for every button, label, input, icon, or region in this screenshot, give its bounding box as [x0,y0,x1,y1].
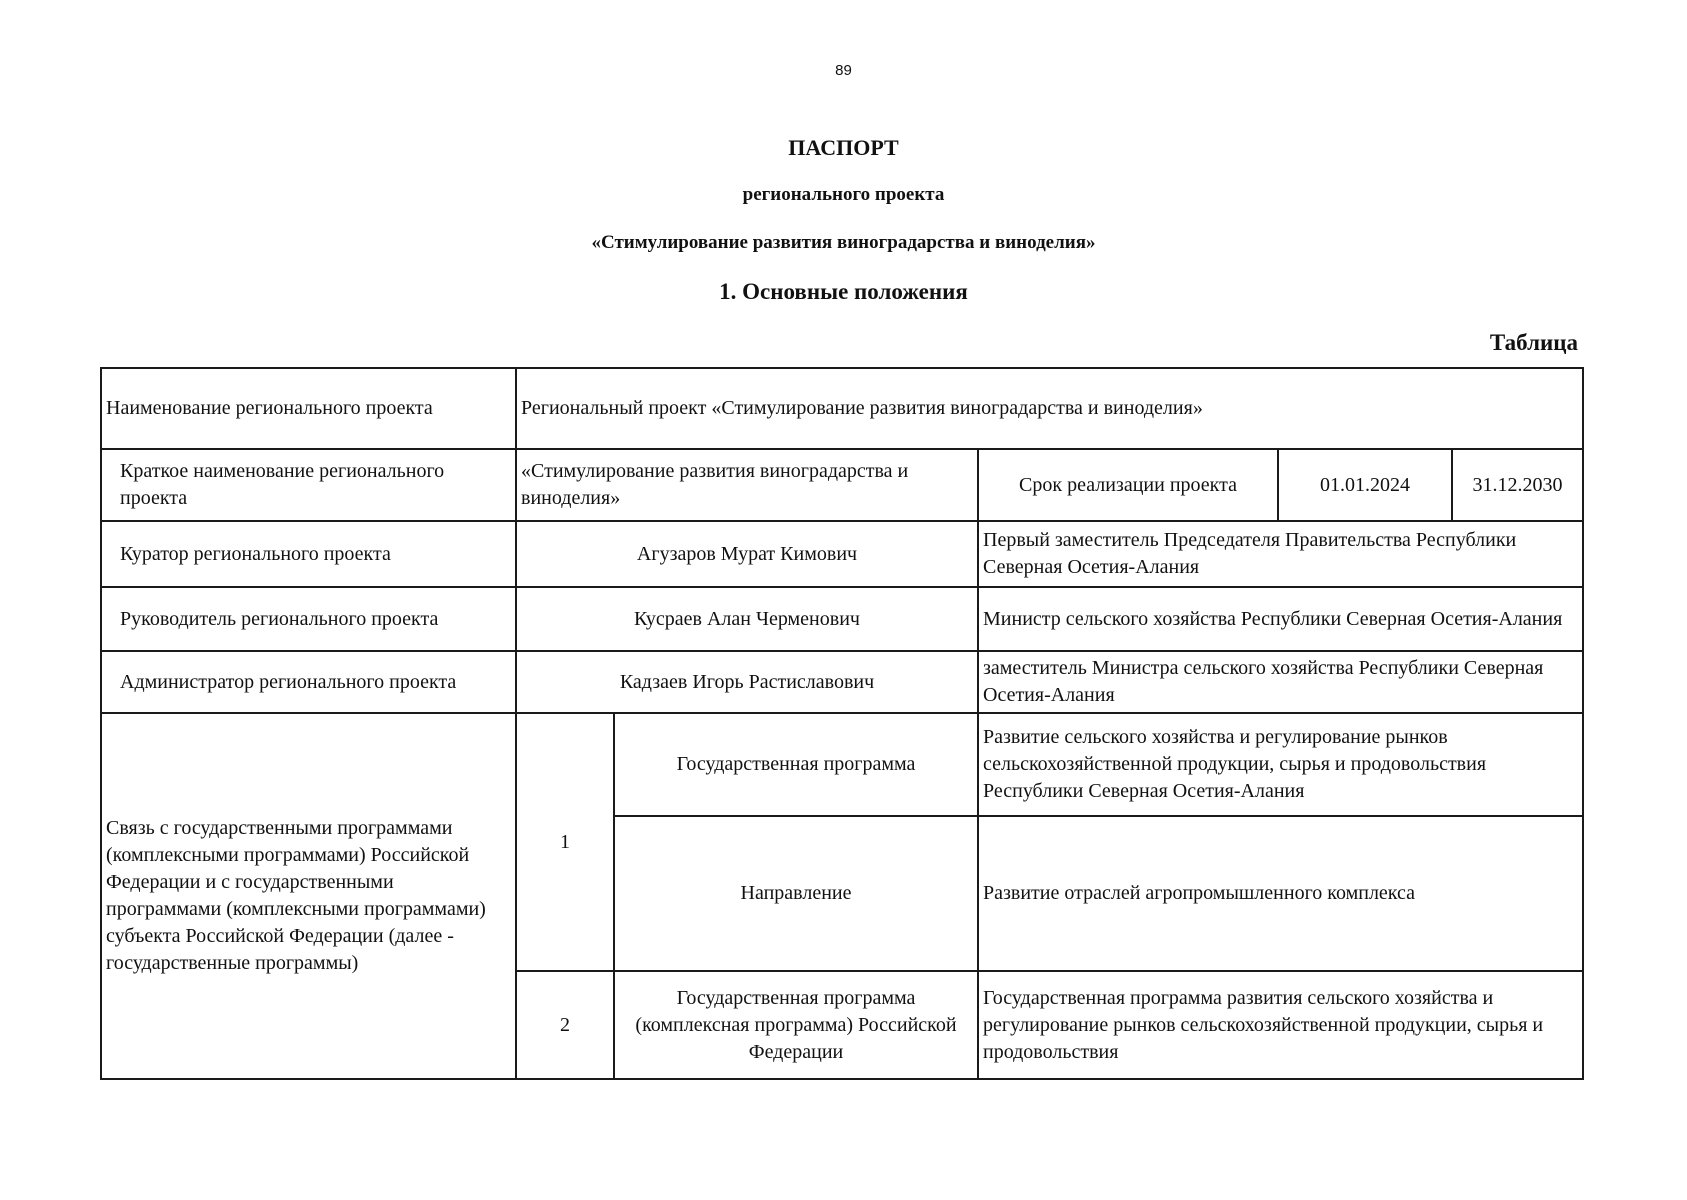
passport-table [100,367,1584,1080]
program-value: Развитие сельского хозяйства и регулирование рынков сельскохозяйственной продукции, сырья и продовольствия Республики Северная Осетия-Алания [978,713,1583,816]
table-row [101,713,1583,816]
table-row [101,651,1583,713]
term-end: 31.12.2030 [1452,449,1583,521]
curator-name: Агузаров Мурат Кимович [516,521,978,587]
term-label: Срок реализации проекта [978,449,1278,521]
table-row [101,587,1583,651]
program-value: Государственная программа развития сельского хозяйства и регулирование рынков сельскохозяйственной продукции, сырья и продовольствия [978,971,1583,1079]
program-label: Государственная программа [614,713,978,816]
document-title: ПАСПОРТ [788,135,899,160]
program-number: 1 [516,713,614,971]
document-subtitle: регионального проекта [742,184,945,205]
admin-position: заместитель Министра сельского хозяйства Республики Северная Осетия-Алания [978,651,1583,713]
direction-value: Развитие отраслей агропромышленного комплекса [978,816,1583,971]
programs-link-label: Связь с государственными программами (комплексными программами) Российской Федерации и с государственными программами (комплексными программами) субъекта Российской Федерации (далее - государственные программы) [101,713,516,1079]
project-name-value: Региональный проект «Стимулирование развития виноградарства и виноделия» [516,368,1583,449]
table-row [101,368,1583,449]
section-heading: 1. Основные положения [719,279,968,304]
admin-name: Кадзаев Игорь Растиславович [516,651,978,713]
project-name-label: Наименование регионального проекта [101,368,516,449]
program-label: Государственная программа (комплексная программа) Российской Федерации [614,971,978,1079]
program-number: 2 [516,971,614,1079]
head-label: Руководитель регионального проекта [101,587,516,651]
table-row [101,521,1583,587]
direction-label: Направление [614,816,978,971]
curator-label: Куратор регионального проекта [101,521,516,587]
project-name-heading: «Стимулирование развития виноградарства и виноделия» [591,232,1096,253]
table-row [101,449,1583,521]
short-name-label: Краткое наименование регионального проекта [101,449,516,521]
head-name: Кусраев Алан Черменович [516,587,978,651]
term-start: 01.01.2024 [1278,449,1452,521]
table-label: Таблица [1489,330,1578,355]
page-number: 89 [835,62,852,79]
admin-label: Администратор регионального проекта [101,651,516,713]
head-position: Министр сельского хозяйства Республики Северная Осетия-Алания [978,587,1583,651]
short-name-value: «Стимулирование развития виноградарства и виноделия» [516,449,978,521]
curator-position: Первый заместитель Председателя Правительства Республики Северная Осетия-Алания [978,521,1583,587]
